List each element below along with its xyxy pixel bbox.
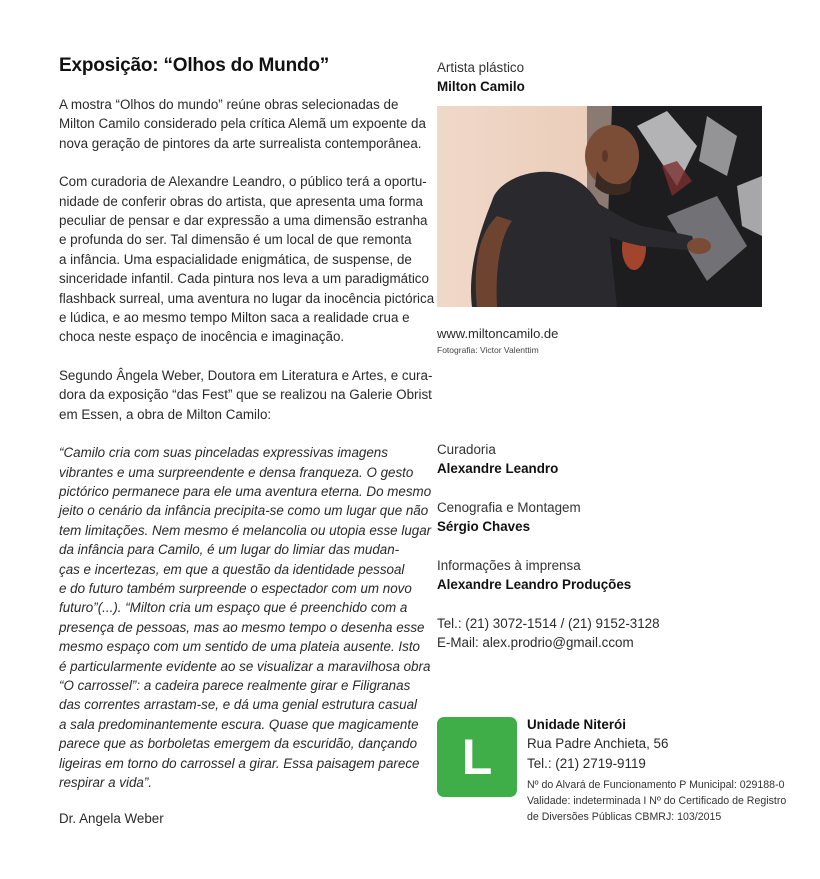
text-line: Segundo Ângela Weber, Doutora em Literatura e Artes, e cura-: [59, 367, 433, 383]
contact-phone: Tel.: (21) 3072-1514 / (21) 9152-3128: [437, 616, 660, 631]
text-line: peculiar de pensar e dar expressão a uma dimensão estranha: [59, 213, 428, 229]
venue-address: Rua Padre Anchieta, 56: [527, 736, 669, 752]
quote-line: vibrantes e uma surpreendente e densa franqueza. O gesto: [59, 464, 414, 480]
credit-curadoria: [437, 440, 558, 478]
credit-label: Cenografia e Montagem: [437, 500, 581, 515]
text-line: Milton Camilo considerado pela crítica Alemã um expoente da: [59, 116, 426, 132]
venue-legal-line: de Diversões Públicas CBMRJ: 103/2015: [527, 811, 722, 824]
text-line: em Essen, a obra de Milton Camilo:: [59, 406, 272, 422]
credit-imprensa: [437, 556, 631, 594]
artist-website[interactable]: www.miltoncamilo.de: [437, 326, 559, 341]
text-line: nova geração de pintores da arte surrealista contemporânea.: [59, 135, 422, 151]
text-line: flashback surreal, uma aventura no lugar da inocência pictórica: [59, 290, 435, 306]
venue-phone: Tel.: (21) 2719-9119: [527, 755, 646, 771]
venue-info: [527, 715, 787, 825]
text-line: a infância. Uma espacialidade enigmática, de suspense, de: [59, 251, 412, 267]
quote-line: tem limitações. Nem mesmo é melancolia ou utopia esse lugar: [59, 522, 432, 538]
quote-line: a sala predominantemente escura. Quase que magicamente: [59, 716, 419, 732]
exhibition-text: [59, 55, 435, 827]
photo-credit: Fotografia: Victor Valenttim: [437, 345, 539, 355]
exhibition-title: Exposição: “Olhos do Mundo”: [59, 55, 330, 76]
text-line: dora da exposição “das Fest” que se realizou na Galerie Obrist: [59, 387, 432, 403]
quote-line: pictórico permanece para ele uma aventura eterna. Do mesmo: [59, 483, 432, 499]
contact-info: [437, 614, 660, 653]
text-line: sinceridade infantil. Cada pintura nos leva a um paradigmático: [59, 271, 429, 287]
artist-label: Artista plástico: [437, 60, 525, 75]
artist-photo: [437, 106, 762, 307]
quote-line: e do futuro também surpreende o espectador com um novo: [59, 580, 412, 596]
weber-intro-paragraph: [59, 366, 433, 424]
quote-line: ças e incertezas, em que a questão da identidade pessoal: [59, 561, 405, 577]
quote-line: jeito o cenário da infância precipita-se como um lugar que não: [59, 503, 429, 519]
quote-line: das correntes arrastam-se, e dá uma genial estrutura casual: [59, 697, 418, 713]
quote-line: mesmo espaço com um sentido de uma plateia ausente. Isto: [59, 639, 420, 655]
quote-line: é particularmente evidente ao se visualizar a maravilhosa obra: [59, 658, 431, 674]
venue-legal-line: Validade: indeterminada I Nº do Certificado de Registro: [527, 795, 787, 808]
venue-legal-line: Nº do Alvará de Funcionamento P Municipal: 029188-0: [527, 779, 785, 792]
intro-paragraph: [59, 95, 426, 153]
text-line: choca neste espaço de inocência e imaginação.: [59, 329, 345, 345]
quote-line: da infância para Camilo, é um lugar do limiar das mudan-: [59, 542, 400, 558]
credit-value: Alexandre Leandro Produções: [437, 577, 632, 592]
venue-name: Unidade Niterói: [527, 717, 626, 732]
curation-paragraph: [59, 172, 435, 347]
credit-value: Alexandre Leandro: [437, 461, 559, 476]
quote-line: respirar a vida”.: [59, 775, 153, 790]
quote-line: parece que as borboletas emergem da escuridão, dançando: [59, 736, 418, 752]
quote-paragraph: [59, 443, 432, 792]
credit-label: Curadoria: [437, 442, 496, 457]
text-line: Com curadoria de Alexandre Leandro, o público terá a oportu-: [59, 174, 427, 190]
artist-header: [437, 58, 767, 96]
quote-signature: Dr. Angela Weber: [59, 811, 164, 827]
quote-line: futuro”(...). “Milton cria um espaço que é preenchido com a: [59, 600, 408, 616]
text-line: e profunda do ser. Tal dimensão é um local de que remonta: [59, 232, 412, 248]
contact-email[interactable]: E-Mail: alex.prodrio@gmail.ccom: [437, 635, 634, 651]
quote-line: presença de pessoas, mas ao mesmo tempo o desenha esse: [59, 619, 425, 635]
quote-line: ligeiras em torno do carrossel a girar. Essa paisagem parece: [59, 755, 420, 771]
text-line: e lúdica, e ao mesmo tempo Milton saca a realidade crua e: [59, 310, 410, 326]
quote-line: “O carrossel”: a cadeira parece realmente girar e Filigranas: [59, 677, 411, 693]
artist-name: Milton Camilo: [437, 79, 525, 94]
credit-label: Informações à imprensa: [437, 558, 581, 573]
age-rating-badge: L: [437, 717, 517, 797]
text-line: nidade de conferir obras do artista, que apresenta uma forma: [59, 193, 423, 209]
credit-value: Sérgio Chaves: [437, 519, 531, 534]
credit-cenografia: [437, 498, 581, 536]
quote-line: “Camilo cria com suas pinceladas expressivas imagens: [59, 445, 388, 461]
text-line: A mostra “Olhos do mundo” reúne obras selecionadas de: [59, 97, 399, 112]
